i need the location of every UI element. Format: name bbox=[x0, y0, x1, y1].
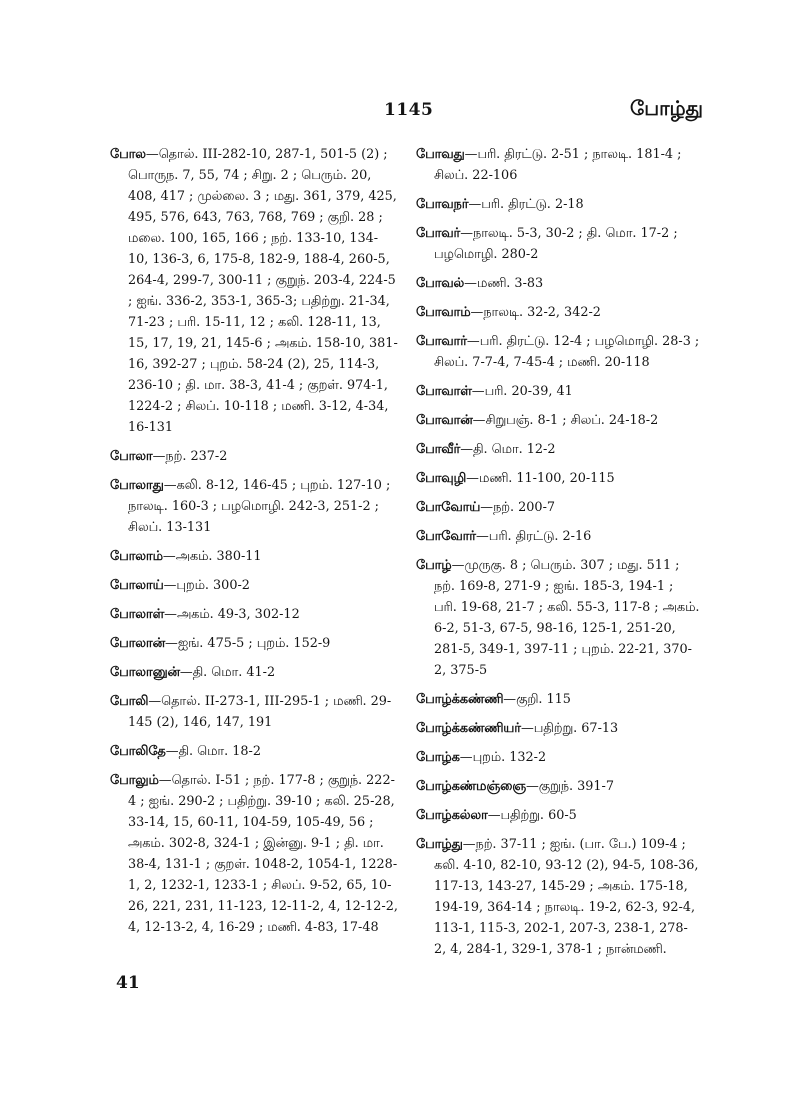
entry-headword: போலா bbox=[110, 449, 153, 464]
entry-references: —பரி. திரட்டு. 2-51 ; நாலடி. 181-4 ; சிலப். 22-106 bbox=[434, 147, 682, 183]
entry-headword: போலான் bbox=[110, 636, 166, 651]
entry-references: —பரி. திரட்டு. 2-16 bbox=[476, 529, 592, 544]
entry-headword: போவார் bbox=[416, 334, 467, 349]
index-entry bbox=[110, 633, 398, 654]
entry-headword: போவுழி bbox=[416, 471, 467, 486]
entry-references: —நாலடி. 32-2, 342-2 bbox=[470, 305, 601, 320]
entry-headword: போழ்து bbox=[416, 837, 463, 852]
entry-references: —அகம். 380-11 bbox=[162, 549, 262, 564]
entry-references: —தி. மொ. 18-2 bbox=[165, 744, 261, 759]
running-head: போழ்து bbox=[630, 96, 703, 120]
entry-headword: போலாம் bbox=[110, 549, 163, 564]
index-entry bbox=[110, 770, 398, 938]
entry-headword: போவாள் bbox=[416, 384, 472, 399]
signature-mark: 41 bbox=[116, 973, 140, 993]
entry-references: —ஐங். 475-5 ; புறம். 152-9 bbox=[165, 636, 331, 651]
index-entry bbox=[110, 144, 398, 438]
entry-references: —குறி. 115 bbox=[503, 692, 571, 707]
index-entry bbox=[416, 381, 700, 402]
entry-references: —நற். 237-2 bbox=[152, 449, 228, 464]
entry-headword: போவநர் bbox=[416, 197, 469, 212]
entry-references: —தொல். III-282-10, 287-1, 501-5 (2) ; பொருந. 7, 55, 74 ; சிறு. 2 ; பெரும். 20, 408, 417 ; முல்லை. 3 ; மது. 361, 379, 425, 495, 576, 643, 763, 768, 769 ; குறி. 28 ; மலை. 100, 165, 166 ; நற். 133-10, 134-10, 136-3, 6, 175-8, 182-9, 188-4, 260-5, 264-4, 299-7, 300-11 ; குறுந். 203-4, 224-5 ; ஐங். 336-2, 353-1, 365-3; பதிற்று. 21-34, 71-23 ; பரி. 15-11, 12 ; கலி. 128-11, 13, 15, 17, 19, 21, 145-6 ; அகம். 158-10, 381-16, 392-27 ; புறம். 58-24 (2), 25, 114-3, 236-10 ; தி. மா. 38-3, 41-4 ; குறள். 974-1, 1224-2 ; சிலப். 10-118 ; மணி. 3-12, 4-34, 16-131 bbox=[128, 147, 398, 435]
entry-headword: போழ்க்கண்ணியர் bbox=[416, 721, 521, 736]
index-entry bbox=[110, 662, 398, 683]
entry-headword: போலும் bbox=[110, 773, 159, 788]
entry-references: —அகம். 49-3, 302-12 bbox=[164, 607, 300, 622]
index-entry bbox=[416, 834, 700, 960]
index-entry bbox=[110, 475, 398, 538]
entry-references: —பரி. திரட்டு. 2-18 bbox=[468, 197, 584, 212]
entry-headword: போழ்க்கண்ணி bbox=[416, 692, 504, 707]
entry-headword: போலிதே bbox=[110, 744, 166, 759]
entry-references: —பதிற்று. 60-5 bbox=[487, 808, 577, 823]
index-entry bbox=[110, 575, 398, 596]
entry-headword: போழ் bbox=[416, 558, 452, 573]
index-entry bbox=[110, 546, 398, 567]
entry-headword: போவோர் bbox=[416, 529, 476, 544]
entry-headword: போவீர் bbox=[416, 442, 461, 457]
index-entry bbox=[110, 604, 398, 625]
left-column bbox=[110, 144, 398, 946]
index-entry bbox=[416, 776, 700, 797]
index-entry bbox=[416, 144, 700, 186]
index-entry bbox=[110, 741, 398, 762]
entry-headword: போலானுன் bbox=[110, 665, 180, 680]
entry-references: —மணி. 11-100, 20-115 bbox=[466, 471, 615, 486]
entry-references: —நற். 37-11 ; ஐங். (பா. பே.) 109-4 ; கலி. 4-10, 82-10, 93-12 (2), 94-5, 108-36, 117-13, 143-27, 145-29 ; அகம். 175-18, 194-19, 364-14 ; நாலடி. 19-2, 62-3, 92-4, 113-1, 115-3, 202-1, 207-3, 238-1, 278-2, 4, 284-1, 329-1, 378-1 ; நான்மணி. bbox=[434, 837, 699, 957]
right-column bbox=[416, 144, 700, 968]
entry-references: —நற். 200-7 bbox=[480, 500, 556, 515]
index-entry bbox=[416, 331, 700, 373]
index-entry bbox=[416, 747, 700, 768]
entry-headword: போவது bbox=[416, 147, 465, 162]
entry-headword: போழ்கண்மஞ்ஞை bbox=[416, 779, 526, 794]
entry-headword: போழ்கல்லா bbox=[416, 808, 488, 823]
entry-references: —சிறுபஞ். 8-1 ; சிலப். 24-18-2 bbox=[472, 413, 659, 428]
index-entry bbox=[416, 273, 700, 294]
entry-references: —பரி. திரட்டு. 12-4 ; பழமொழி. 28-3 ; சிலப். 7-7-4, 7-45-4 ; மணி. 20-118 bbox=[434, 334, 700, 370]
entry-references: —பரி. 20-39, 41 bbox=[471, 384, 573, 399]
entry-headword: போலாய் bbox=[110, 578, 164, 593]
index-entry bbox=[416, 194, 700, 215]
index-entry bbox=[416, 497, 700, 518]
entry-headword: போழ்க bbox=[416, 750, 460, 765]
entry-references: —குறுந். 391-7 bbox=[525, 779, 614, 794]
entry-references: —மணி. 3-83 bbox=[464, 276, 544, 291]
entry-references: —தொல். I-51 ; நற். 177-8 ; குறுந். 222-4 ; ஐங். 290-2 ; பதிற்று. 39-10 ; கலி. 25-28, 33-14, 15, 60-11, 104-59, 105-49, 56 ; அகம். 302-8, 324-1 ; இன்னு. 9-1 ; தி. மா. 38-4, 131-1 ; குறள். 1048-2, 1054-1, 1228-1, 2, 1232-1, 1233-1 ; சிலப். 9-52, 65, 10-26, 221, 231, 11-123, 12-11-2, 4, 12-12-2, 4, 12-13-2, 4, 16-29 ; மணி. 4-83, 17-48 bbox=[128, 773, 398, 935]
index-entry bbox=[416, 223, 700, 265]
entry-references: —புறம். 300-2 bbox=[163, 578, 250, 593]
entry-references: —தி. மொ. 12-2 bbox=[460, 442, 556, 457]
entry-references: —முருகு. 8 ; பெரும். 307 ; மது. 511 ; நற். 169-8, 271-9 ; ஐங். 185-3, 194-1 ; பரி. 19-68, 21-7 ; கலி. 55-3, 117-8 ; அகம். 6-2, 51-3, 67-5, 98-16, 125-1, 251-20, 281-5, 349-1, 397-11 ; புறம். 22-21, 370-2, 375-5 bbox=[434, 558, 700, 678]
entry-references: —தி. மொ. 41-2 bbox=[179, 665, 276, 680]
index-entry bbox=[416, 805, 700, 826]
entry-references: —பதிற்று. 67-13 bbox=[520, 721, 619, 736]
index-entry bbox=[110, 446, 398, 467]
entry-headword: போவாம் bbox=[416, 305, 471, 320]
entry-headword: போவான் bbox=[416, 413, 473, 428]
index-entry bbox=[416, 526, 700, 547]
index-entry bbox=[416, 410, 700, 431]
index-entry bbox=[416, 439, 700, 460]
index-entry bbox=[416, 468, 700, 489]
entry-headword: போலாள் bbox=[110, 607, 165, 622]
entry-headword: போவோய் bbox=[416, 500, 481, 515]
entry-headword: போல bbox=[110, 147, 146, 162]
entry-headword: போவர் bbox=[416, 226, 461, 241]
entry-references: —புறம். 132-2 bbox=[459, 750, 547, 765]
entry-headword: போலாது bbox=[110, 478, 164, 493]
index-entry bbox=[110, 691, 398, 733]
entry-references: —நாலடி. 5-3, 30-2 ; தி. மொ. 17-2 ; பழமொழி. 280-2 bbox=[434, 226, 678, 262]
entry-headword: போவல் bbox=[416, 276, 465, 291]
index-entry bbox=[416, 689, 700, 710]
index-entry bbox=[416, 555, 700, 681]
page-number: 1145 bbox=[384, 100, 434, 120]
entry-headword: போலி bbox=[110, 694, 149, 709]
index-entry bbox=[416, 302, 700, 323]
entry-references: —கலி. 8-12, 146-45 ; புறம். 127-10 ; நாலடி. 160-3 ; பழமொழி. 242-3, 251-2 ; சிலப். 13-131 bbox=[128, 478, 391, 535]
index-entry bbox=[416, 718, 700, 739]
entry-references: —தொல். II-273-1, III-295-1 ; மணி. 29-145 (2), 146, 147, 191 bbox=[128, 694, 392, 730]
